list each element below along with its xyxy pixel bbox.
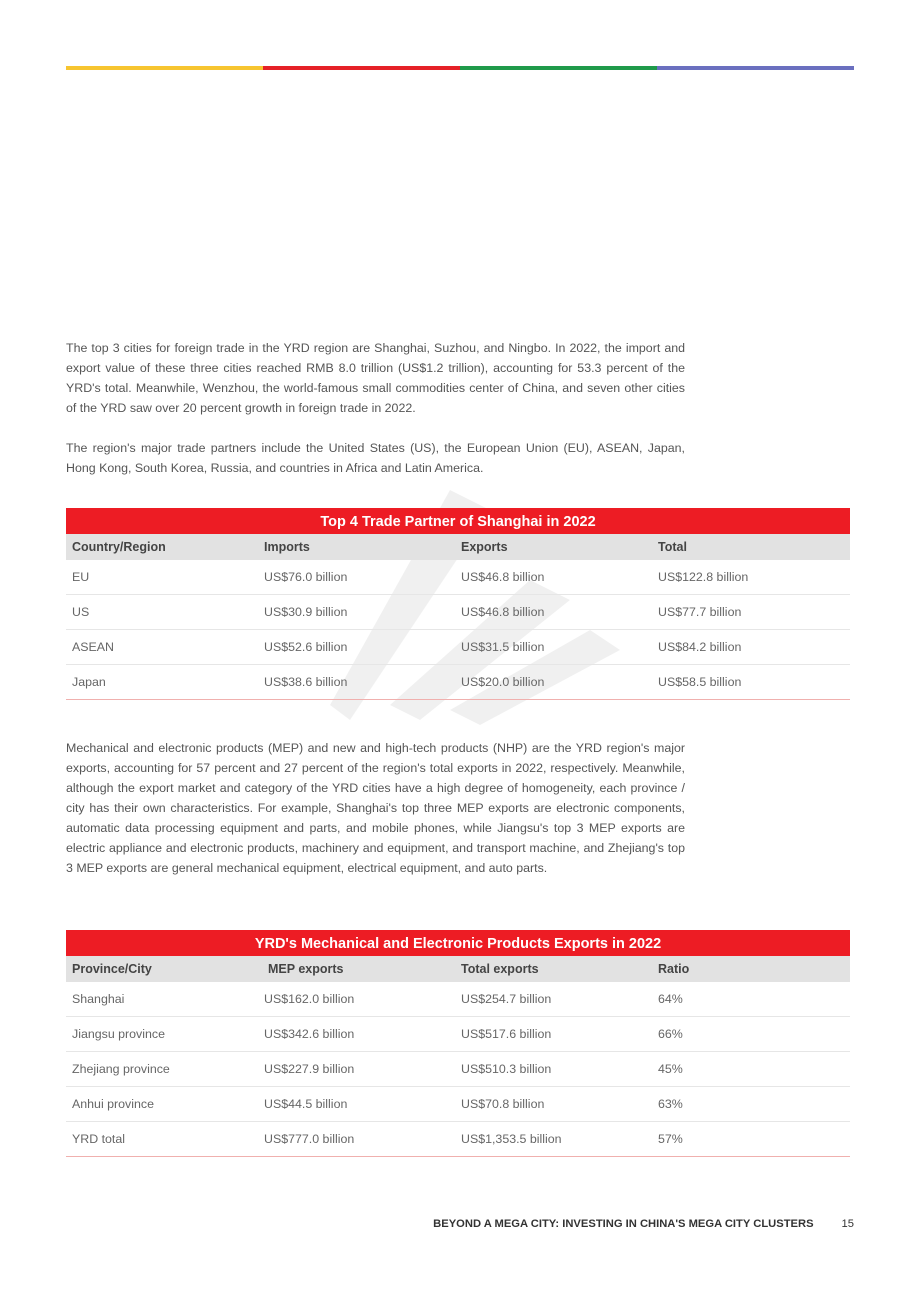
cell-province: Jiangsu province [72, 1027, 165, 1041]
cell-mep-exports: US$777.0 billion [264, 1132, 355, 1146]
table-title: Top 4 Trade Partner of Shanghai in 2022 [66, 508, 850, 534]
table-yrd-mep-exports [66, 930, 850, 1157]
header-total-exports: Total exports [461, 962, 539, 976]
cell-exports: US$20.0 billion [461, 675, 545, 689]
footer-title: BEYOND A MEGA CITY: INVESTING IN CHINA'S MEGA CITY CLUSTERS [433, 1218, 814, 1230]
table-row [66, 665, 850, 700]
cell-country: US [72, 605, 90, 619]
table-title: YRD's Mechanical and Electronic Products Exports in 2022 [66, 930, 850, 956]
cell-imports: US$52.6 billion [264, 640, 348, 654]
color-bar-red [263, 66, 460, 70]
table-row [66, 595, 850, 630]
cell-exports: US$46.8 billion [461, 605, 545, 619]
cell-total-exports: US$510.3 billion [461, 1062, 552, 1076]
cell-total-exports: US$517.6 billion [461, 1027, 552, 1041]
table-header-row [66, 534, 850, 560]
top-color-bar [66, 66, 854, 70]
table-row [66, 1087, 850, 1122]
cell-imports: US$76.0 billion [264, 570, 348, 584]
cell-imports: US$30.9 billion [264, 605, 348, 619]
cell-country: ASEAN [72, 640, 115, 654]
header-province-city: Province/City [72, 962, 152, 976]
page-number: 15 [841, 1218, 854, 1230]
cell-mep-exports: US$44.5 billion [264, 1097, 348, 1111]
cell-total-exports: US$254.7 billion [461, 992, 552, 1006]
table-shanghai-trade-partners [66, 508, 850, 700]
cell-ratio: 57% [658, 1132, 683, 1146]
cell-ratio: 64% [658, 992, 683, 1006]
cell-ratio: 63% [658, 1097, 683, 1111]
color-bar-purple [657, 66, 854, 70]
cell-imports: US$38.6 billion [264, 675, 348, 689]
cell-mep-exports: US$227.9 billion [264, 1062, 355, 1076]
paragraph-trade-partners: The region's major trade partners include the United States (US), the European Union (EU), ASEAN, Japan, Hong Kong, South Korea, Russia, and countries in Africa and Latin America. [66, 441, 685, 475]
cell-total: US$77.7 billion [658, 605, 742, 619]
color-bar-yellow [66, 66, 263, 70]
cell-total: US$84.2 billion [658, 640, 742, 654]
paragraph-mep-exports: Mechanical and electronic products (MEP) and new and high-tech products (NHP) are the YRD region's major exports, accounting for 57 percent and 27 percent of the region's total exports in 2022, respectively. Meanwhile, although the export market and category of the YRD cities have a high degree of homogeneity, each province / city has their own characteristics. For example, Shanghai's top three MEP exports are electronic components, automatic data processing equipment and parts, and mobile phones, while Jiangsu's top 3 MEP exports are electric appliance and electronic products, machinery and equipment, and transport machine, and Zhejiang's top 3 MEP exports are general mechanical equipment, electrical equipment, and auto parts. [66, 741, 685, 875]
cell-province: YRD total [72, 1132, 126, 1146]
header-country-region: Country/Region [72, 540, 166, 554]
cell-mep-exports: US$162.0 billion [264, 992, 355, 1006]
table-row [66, 1052, 850, 1087]
table-header-row [66, 956, 850, 982]
cell-province: Anhui province [72, 1097, 154, 1111]
header-ratio: Ratio [658, 962, 690, 976]
cell-ratio: 66% [658, 1027, 683, 1041]
cell-total: US$58.5 billion [658, 675, 742, 689]
paragraph-top-cities: The top 3 cities for foreign trade in the YRD region are Shanghai, Suzhou, and Ningbo. In 2022, the import and export value of these three cities reached RMB 8.0 trillion (US$1.2 trillion), accounting for 53.3 percent of the YRD's total. Meanwhile, Wenzhou, the world-famous small commodities center of China, and seven other cities of the YRD saw over 20 percent growth in foreign trade in 2022. [66, 341, 685, 415]
cell-country: EU [72, 570, 90, 584]
table-row [66, 560, 850, 595]
table-row [66, 630, 850, 665]
cell-total-exports: US$70.8 billion [461, 1097, 545, 1111]
cell-ratio: 45% [658, 1062, 683, 1076]
header-total: Total [658, 540, 687, 554]
cell-exports: US$46.8 billion [461, 570, 545, 584]
cell-country: Japan [72, 675, 106, 689]
table-row [66, 982, 850, 1017]
cell-province: Shanghai [72, 992, 125, 1006]
table-row [66, 1017, 850, 1052]
header-exports: Exports [461, 540, 508, 554]
cell-exports: US$31.5 billion [461, 640, 545, 654]
header-mep-exports: MEP exports [268, 962, 344, 976]
table-row [66, 1122, 850, 1157]
cell-province: Zhejiang province [72, 1062, 170, 1076]
cell-total-exports: US$1,353.5 billion [461, 1132, 562, 1146]
cell-mep-exports: US$342.6 billion [264, 1027, 355, 1041]
cell-total: US$122.8 billion [658, 570, 749, 584]
page-footer [433, 1218, 854, 1230]
color-bar-green [460, 66, 657, 70]
header-imports: Imports [264, 540, 310, 554]
